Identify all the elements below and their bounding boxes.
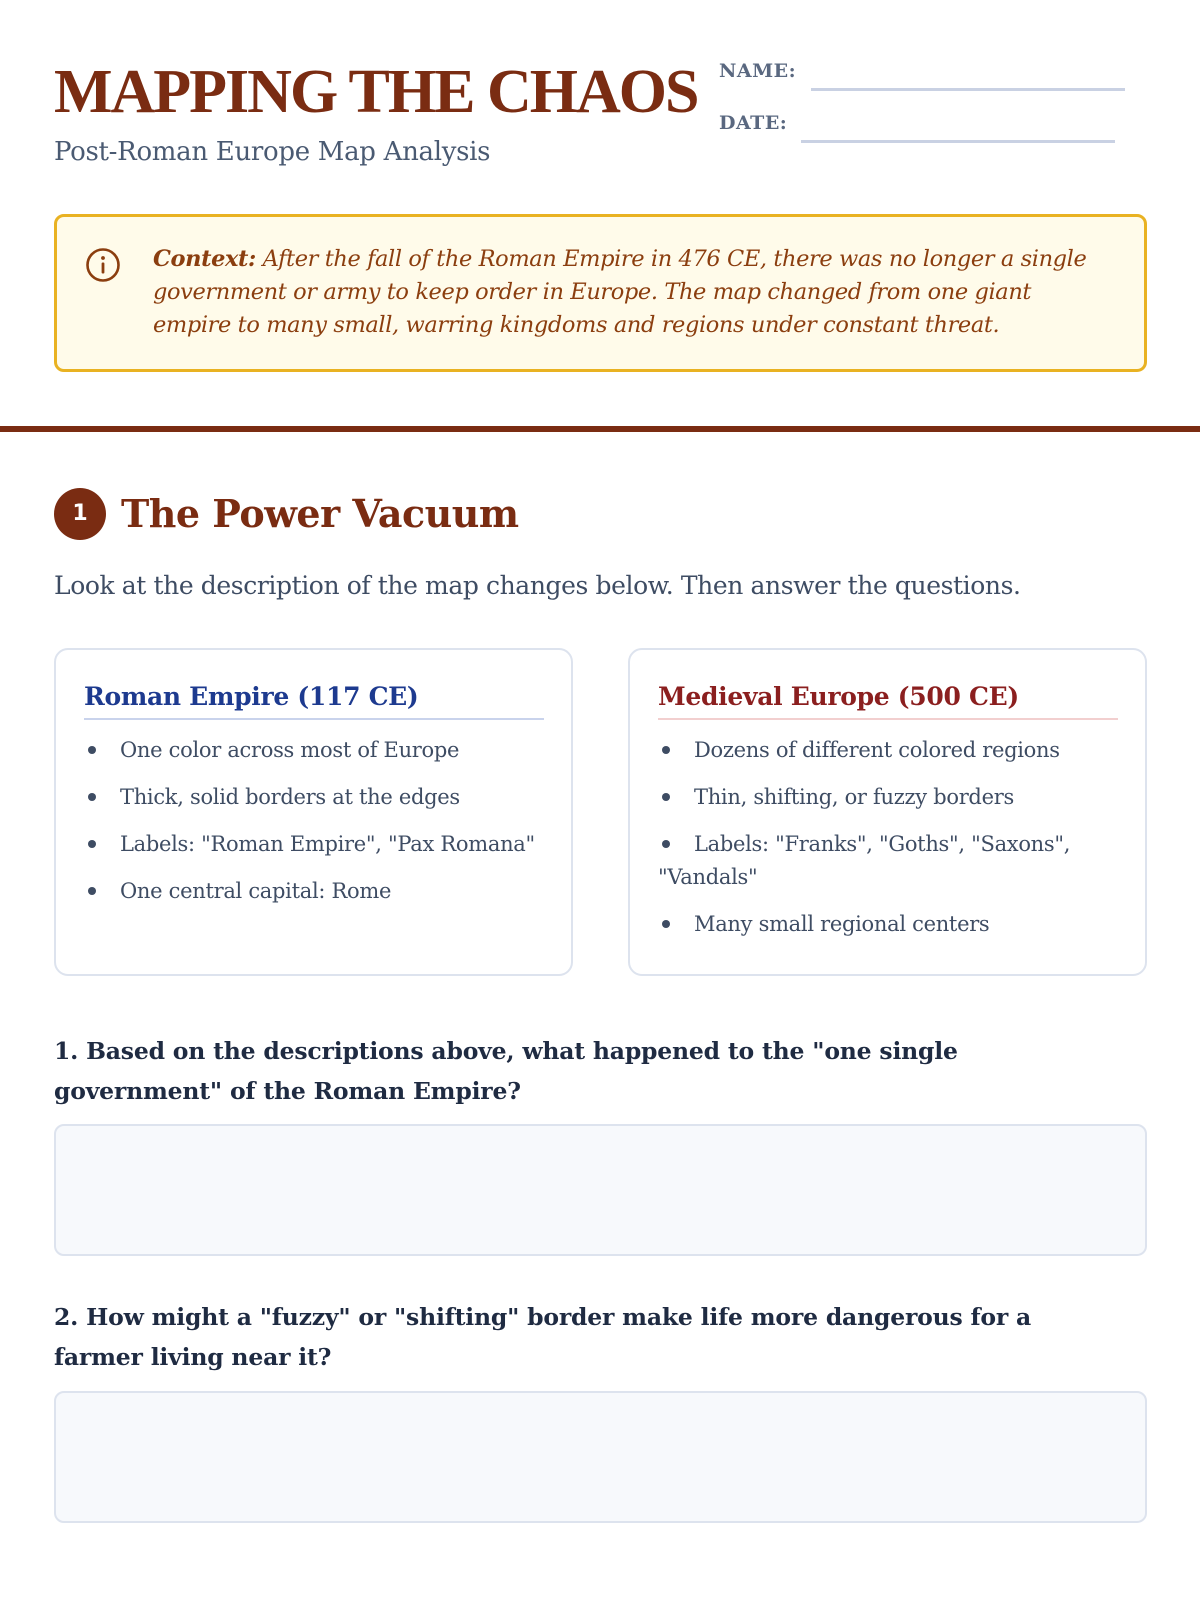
context-lead: Context: bbox=[153, 246, 256, 272]
list-item: One color across most of Europe bbox=[84, 734, 544, 767]
bullet-icon bbox=[88, 746, 96, 754]
date-field bbox=[719, 112, 1115, 148]
question-2: 2. How might a "fuzzy" or "shifting" border make life more dangerous for a farmer living near it? bbox=[54, 1303, 1032, 1371]
question-1: 1. Based on the descriptions above, what happened to the "one single government" of the Roman Empire? bbox=[54, 1037, 958, 1105]
bullet-icon bbox=[662, 793, 670, 801]
bullet-icon bbox=[662, 746, 670, 754]
info-icon bbox=[85, 247, 121, 283]
context-box bbox=[54, 214, 1147, 372]
name-label: NAME: bbox=[719, 60, 797, 82]
bullet-icon bbox=[662, 920, 670, 928]
bullet-icon bbox=[662, 840, 670, 848]
worksheet-title: MAPPING THE CHAOS bbox=[54, 58, 698, 126]
list-item: Labels: "Roman Empire", "Pax Romana" bbox=[84, 828, 544, 861]
medieval-europe-card bbox=[628, 648, 1147, 976]
list-item: One central capital: Rome bbox=[84, 875, 544, 908]
section-title: The Power Vacuum bbox=[121, 491, 519, 536]
bullet-icon bbox=[88, 793, 96, 801]
answer-box-2[interactable] bbox=[54, 1391, 1147, 1523]
date-label: DATE: bbox=[719, 112, 788, 134]
list-item: Many small regional centers bbox=[658, 908, 1118, 941]
list-item: Labels: "Franks", "Goths", "Saxons", "Vandals" bbox=[658, 832, 1071, 889]
date-input-line[interactable] bbox=[801, 140, 1115, 143]
context-text bbox=[153, 243, 1113, 342]
list-item: Thin, shifting, or fuzzy borders bbox=[658, 781, 1118, 814]
section-instructions: Look at the description of the map changes below. Then answer the questions. bbox=[54, 571, 1021, 600]
section-divider bbox=[0, 426, 1200, 432]
worksheet-subtitle: Post-Roman Europe Map Analysis bbox=[54, 137, 491, 167]
card-title: Medieval Europe (500 CE) bbox=[658, 676, 1118, 720]
card-list bbox=[658, 734, 1118, 955]
card-title: Roman Empire (117 CE) bbox=[84, 676, 544, 720]
list-item: Dozens of different colored regions bbox=[658, 734, 1118, 767]
bullet-icon bbox=[88, 840, 96, 848]
section-number-badge: 1 bbox=[54, 488, 106, 540]
name-input-line[interactable] bbox=[811, 88, 1125, 91]
answer-box-1[interactable] bbox=[54, 1124, 1147, 1256]
bullet-icon bbox=[88, 887, 96, 895]
context-body: After the fall of the Roman Empire in 476 CE, there was no longer a single government or army to keep order in Europe. The map changed from one giant empire to many small, warring kingdoms and regions under constant threat. bbox=[153, 246, 1087, 338]
card-list bbox=[84, 734, 544, 922]
list-item: Thick, solid borders at the edges bbox=[84, 781, 544, 814]
name-field bbox=[719, 60, 1125, 96]
roman-empire-card bbox=[54, 648, 573, 976]
